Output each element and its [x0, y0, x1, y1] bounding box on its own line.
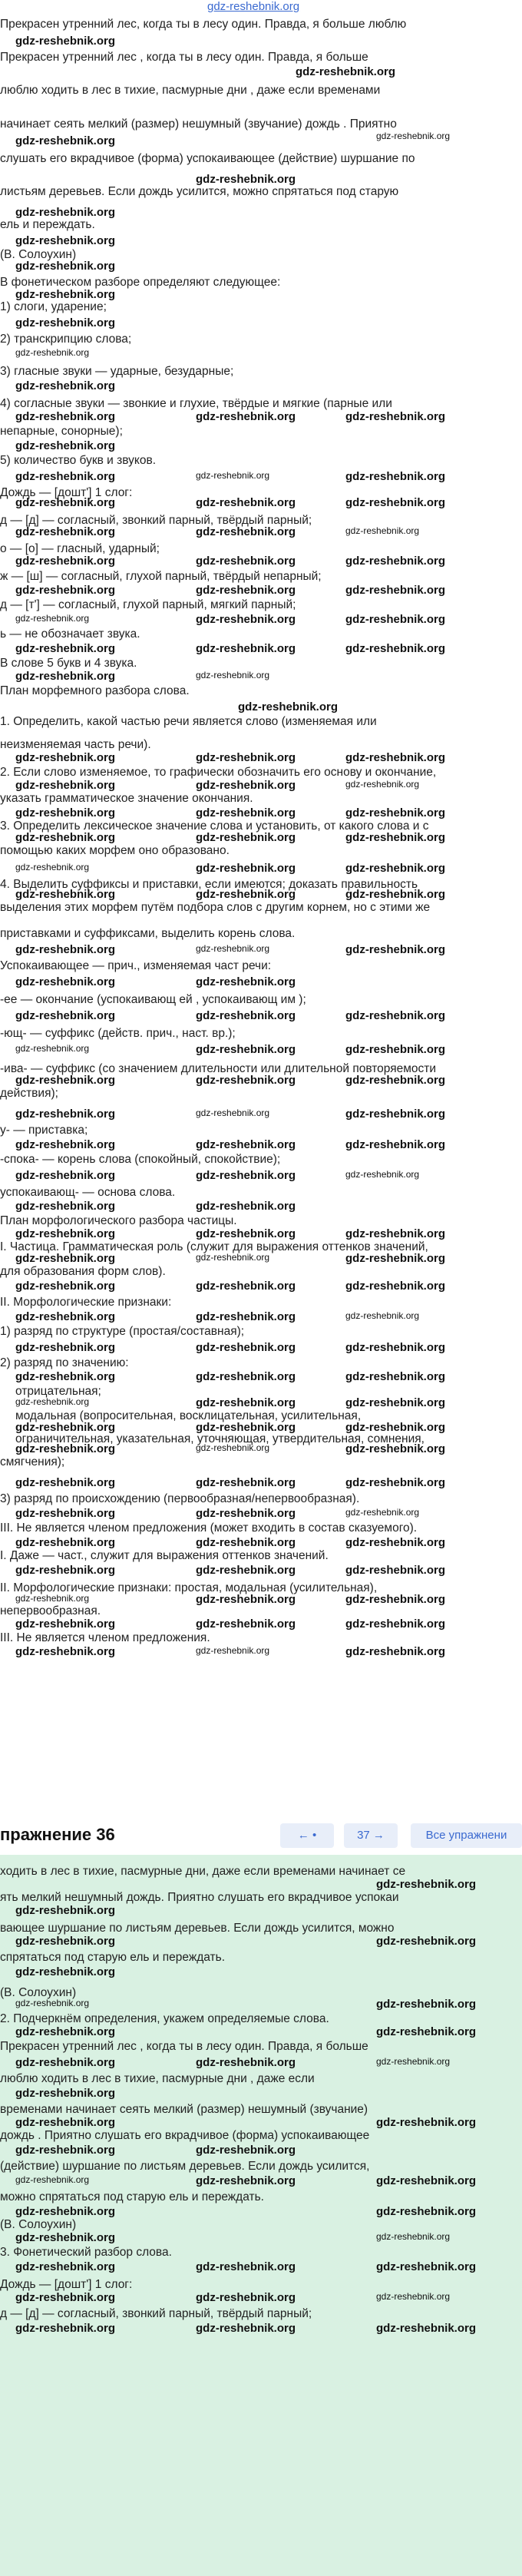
watermark: gdz-reshebnik.org [196, 862, 296, 875]
watermark: gdz-reshebnik.org [196, 779, 296, 792]
watermark: gdz-reshebnik.org [15, 1507, 116, 1520]
prev-button[interactable]: ← • [280, 1823, 334, 1848]
watermark: gdz-reshebnik.org [345, 1252, 446, 1265]
watermark: gdz-reshebnik.org [196, 1442, 270, 1453]
watermark: gdz-reshebnik.org [196, 1507, 296, 1520]
text-line: временами начинает сеять мелкий (размер) нешумный (звучание) [0, 2103, 368, 2116]
text-line: Дождь — [дошт'] 1 слог: [0, 486, 133, 499]
watermark: gdz-reshebnik.org [376, 131, 451, 141]
watermark: gdz-reshebnik.org [15, 2291, 116, 2304]
text-line: (В. Солоухин) [0, 2218, 77, 2231]
watermark: gdz-reshebnik.org [196, 1476, 296, 1489]
text-line: дождь . Приятно слушать его вкрадчивое (форма) успокаивающее [0, 2129, 370, 2142]
text-line: о — [о] — гласный, ударный; [0, 542, 160, 555]
watermark: gdz-reshebnik.org [15, 1645, 116, 1658]
watermark: gdz-reshebnik.org [15, 943, 116, 956]
watermark: gdz-reshebnik.org [345, 1280, 446, 1293]
watermark: gdz-reshebnik.org [345, 1421, 446, 1434]
watermark: gdz-reshebnik.org [15, 1074, 116, 1087]
watermark: gdz-reshebnik.org [15, 2116, 116, 2129]
text-line: 2) транскрипцию слова; [0, 333, 132, 346]
watermark: gdz-reshebnik.org [15, 1310, 116, 1323]
watermark: gdz-reshebnik.org [376, 2116, 477, 2129]
watermark: gdz-reshebnik.org [15, 439, 116, 452]
watermark: gdz-reshebnik.org [15, 347, 90, 358]
watermark: gdz-reshebnik.org [15, 751, 116, 764]
text-line: отрицательная; [15, 1385, 101, 1398]
watermark: gdz-reshebnik.org [196, 1564, 296, 1577]
site-logo[interactable]: gdz-reshebnik.org [207, 0, 300, 13]
watermark: gdz-reshebnik.org [196, 642, 296, 655]
watermark: gdz-reshebnik.org [15, 288, 116, 301]
watermark: gdz-reshebnik.org [196, 1227, 296, 1240]
text-line: II. Морфологические признаки: [0, 1296, 172, 1309]
text-line: спрятаться под старую ель и переждать. [0, 1951, 226, 1964]
exercise-navbar [0, 1817, 522, 1856]
watermark: gdz-reshebnik.org [345, 584, 446, 597]
watermark: gdz-reshebnik.org [15, 2025, 116, 2038]
watermark: gdz-reshebnik.org [15, 1227, 116, 1240]
next-button[interactable]: 37 → [344, 1823, 398, 1848]
watermark: gdz-reshebnik.org [376, 2260, 477, 2273]
text-line: д — [д] — согласный, звонкий парный, твёрдый парный; [0, 514, 312, 527]
text-line: Прекрасен утренний лес, когда ты в лесу один. Правда, я больше люблю [0, 18, 407, 31]
text-line: -ющ- — суффикс (действ. прич., наст. вр.); [0, 1027, 236, 1040]
watermark: gdz-reshebnik.org [238, 700, 339, 714]
watermark: gdz-reshebnik.org [15, 1421, 116, 1434]
text-line: помощью каких морфем оно образовано. [0, 844, 230, 857]
watermark: gdz-reshebnik.org [15, 2260, 116, 2273]
watermark: gdz-reshebnik.org [196, 831, 296, 844]
watermark: gdz-reshebnik.org [15, 555, 116, 568]
text-line: (В. Солоухин) [0, 1986, 77, 1999]
watermark: gdz-reshebnik.org [15, 1200, 116, 1213]
watermark: gdz-reshebnik.org [196, 943, 270, 954]
watermark: gdz-reshebnik.org [15, 1536, 116, 1549]
text-line: 5) количество букв и звуков. [0, 454, 156, 467]
text-line: III. Не является членом предложения. [0, 1631, 210, 1644]
text-line: План морфологического разбора частицы. [0, 1214, 237, 1227]
text-line: выделения этих морфем путём подбора слов с другим корнем, но с этими же [0, 901, 431, 914]
watermark: gdz-reshebnik.org [196, 2291, 296, 2304]
watermark: gdz-reshebnik.org [15, 1252, 116, 1265]
watermark: gdz-reshebnik.org [196, 1280, 296, 1293]
text-line: слушать его вкрадчивое (форма) успокаивающее (действие) шуршание по [0, 152, 415, 165]
watermark: gdz-reshebnik.org [345, 779, 420, 790]
watermark: gdz-reshebnik.org [15, 613, 90, 624]
watermark: gdz-reshebnik.org [15, 2205, 116, 2218]
watermark: gdz-reshebnik.org [345, 1227, 446, 1240]
watermark: gdz-reshebnik.org [15, 1370, 116, 1383]
watermark: gdz-reshebnik.org [196, 1009, 296, 1022]
watermark: gdz-reshebnik.org [345, 1074, 446, 1087]
watermark: gdz-reshebnik.org [196, 1074, 296, 1087]
watermark: gdz-reshebnik.org [345, 1009, 446, 1022]
watermark: gdz-reshebnik.org [196, 1617, 296, 1631]
watermark: gdz-reshebnik.org [15, 1043, 90, 1054]
text-line: Успокаивающее — прич., изменяемая част речи: [0, 959, 272, 972]
watermark: gdz-reshebnik.org [196, 1043, 296, 1056]
watermark: gdz-reshebnik.org [345, 888, 446, 901]
text-line: успокаивающ- — основа слова. [0, 1186, 176, 1199]
watermark: gdz-reshebnik.org [15, 206, 116, 219]
watermark: gdz-reshebnik.org [196, 555, 296, 568]
text-line: (действие) шуршание по листьям деревьев. Если дождь усилится, [0, 2160, 370, 2173]
text-line: 1) разряд по структуре (простая/составная); [0, 1325, 245, 1338]
watermark: gdz-reshebnik.org [376, 2025, 477, 2038]
watermark: gdz-reshebnik.org [345, 1138, 446, 1151]
text-line: д — [т'] — согласный, глухой парный, мягкий парный; [0, 598, 296, 611]
watermark: gdz-reshebnik.org [196, 975, 296, 988]
watermark: gdz-reshebnik.org [15, 1396, 90, 1407]
watermark: gdz-reshebnik.org [15, 2087, 116, 2100]
watermark: gdz-reshebnik.org [345, 1617, 446, 1631]
watermark: gdz-reshebnik.org [196, 2322, 296, 2335]
text-line: I. Частица. Грамматическая роль (служит для выражения оттенков значений, [0, 1240, 428, 1253]
watermark: gdz-reshebnik.org [196, 1108, 270, 1118]
text-line: 1) слоги, ударение; [0, 300, 107, 313]
watermark: gdz-reshebnik.org [345, 496, 446, 509]
watermark: gdz-reshebnik.org [196, 1370, 296, 1383]
watermark: gdz-reshebnik.org [15, 670, 116, 683]
text-line: вающее шуршание по листьям деревьев. Если дождь усилится, можно [0, 1922, 395, 1935]
watermark: gdz-reshebnik.org [196, 1252, 270, 1263]
watermark: gdz-reshebnik.org [345, 1507, 420, 1518]
text-line: ять мелкий нешумный дождь. Приятно слушать его вкрадчивое успокаи [0, 1891, 399, 1904]
text-line: В слове 5 букв и 4 звука. [0, 657, 137, 670]
watermark: gdz-reshebnik.org [196, 2260, 296, 2273]
watermark: gdz-reshebnik.org [15, 379, 116, 392]
text-line: ходить в лес в тихие, пасмурные дни, даже если временами начинает се [0, 1865, 406, 1878]
watermark: gdz-reshebnik.org [376, 2231, 451, 2242]
watermark: gdz-reshebnik.org [196, 1421, 296, 1434]
watermark: gdz-reshebnik.org [15, 1998, 90, 2008]
text-line: 3. Фонетический разбор слова. [0, 2246, 172, 2259]
text-line: 4) согласные звуки — звонкие и глухие, твёрдые и мягкие (парные или [0, 397, 392, 410]
text-line: смягчения); [0, 1455, 65, 1468]
watermark: gdz-reshebnik.org [15, 2056, 116, 2069]
text-line: для образования форм слов). [0, 1265, 166, 1278]
watermark: gdz-reshebnik.org [345, 1564, 446, 1577]
watermark: gdz-reshebnik.org [296, 65, 396, 78]
text-line: III. Не является членом предложения (может входить в состав сказуемого). [0, 1521, 418, 1535]
watermark: gdz-reshebnik.org [376, 1878, 477, 1891]
watermark: gdz-reshebnik.org [15, 35, 116, 48]
watermark: gdz-reshebnik.org [15, 1442, 116, 1455]
watermark: gdz-reshebnik.org [196, 1396, 296, 1409]
text-line: люблю ходить в лес в тихие, пасмурные дни , даже если временами [0, 84, 381, 97]
lower-section [0, 1855, 522, 2576]
watermark: gdz-reshebnik.org [345, 1108, 446, 1121]
watermark: gdz-reshebnik.org [196, 1341, 296, 1354]
all-exercises-button[interactable]: Все упражнени [411, 1823, 522, 1848]
watermark: gdz-reshebnik.org [345, 1043, 446, 1056]
watermark: gdz-reshebnik.org [345, 1341, 446, 1354]
watermark: gdz-reshebnik.org [376, 2291, 451, 2302]
watermark: gdz-reshebnik.org [15, 1935, 116, 1948]
watermark: gdz-reshebnik.org [15, 1108, 116, 1121]
watermark: gdz-reshebnik.org [345, 1442, 446, 1455]
text-line: модальная (вопросительная, восклицательная, усилительная, [15, 1409, 362, 1422]
watermark: gdz-reshebnik.org [15, 888, 116, 901]
watermark: gdz-reshebnik.org [345, 806, 446, 819]
watermark: gdz-reshebnik.org [15, 134, 116, 147]
text-line: 3. Определить лексическое значение слова и установить, от какого слова и с [0, 819, 429, 833]
watermark: gdz-reshebnik.org [15, 1617, 116, 1631]
watermark: gdz-reshebnik.org [15, 1593, 90, 1604]
text-line: неизменяемая часть речи). [0, 738, 151, 751]
watermark: gdz-reshebnik.org [196, 751, 296, 764]
watermark: gdz-reshebnik.org [15, 975, 116, 988]
watermark: gdz-reshebnik.org [345, 943, 446, 956]
text-line: ь — не обозначает звука. [0, 627, 140, 641]
watermark: gdz-reshebnik.org [196, 1593, 296, 1606]
watermark: gdz-reshebnik.org [196, 173, 296, 186]
watermark: gdz-reshebnik.org [15, 234, 116, 247]
exercise-title: пражнение 36 [0, 1825, 115, 1844]
text-line: 2) разряд по значению: [0, 1356, 129, 1369]
watermark: gdz-reshebnik.org [15, 1564, 116, 1577]
watermark: gdz-reshebnik.org [196, 1536, 296, 1549]
watermark: gdz-reshebnik.org [196, 470, 270, 481]
watermark: gdz-reshebnik.org [196, 584, 296, 597]
watermark: gdz-reshebnik.org [15, 1169, 116, 1182]
watermark: gdz-reshebnik.org [196, 613, 296, 626]
text-line: II. Морфологические признаки: простая, модальная (усилительная), [0, 1581, 378, 1594]
watermark: gdz-reshebnik.org [196, 1310, 296, 1323]
watermark: gdz-reshebnik.org [15, 2231, 116, 2244]
watermark: gdz-reshebnik.org [15, 316, 116, 329]
text-line: листьям деревьев. Если дождь усилится, можно спрятаться под старую [0, 185, 399, 198]
watermark: gdz-reshebnik.org [345, 1593, 446, 1606]
watermark: gdz-reshebnik.org [15, 779, 116, 792]
watermark: gdz-reshebnik.org [345, 1476, 446, 1489]
watermark: gdz-reshebnik.org [15, 2174, 90, 2185]
text-line: начинает сеять мелкий (размер) нешумный (звучание) дождь . Приятно [0, 118, 397, 131]
watermark: gdz-reshebnik.org [15, 2144, 116, 2157]
text-line: -ее — окончание (успокаивающ ей , успокаивающ им ); [0, 993, 306, 1006]
watermark: gdz-reshebnik.org [345, 525, 420, 536]
watermark: gdz-reshebnik.org [376, 1935, 477, 1948]
watermark: gdz-reshebnik.org [15, 584, 116, 597]
watermark: gdz-reshebnik.org [196, 1169, 296, 1182]
watermark: gdz-reshebnik.org [345, 1310, 420, 1321]
watermark: gdz-reshebnik.org [15, 496, 116, 509]
text-line: (В. Солоухин) [0, 248, 77, 261]
watermark: gdz-reshebnik.org [196, 1645, 270, 1656]
text-line: I. Даже — част., служит для выражения оттенков значений. [0, 1549, 329, 1562]
watermark: gdz-reshebnik.org [15, 525, 116, 538]
text-line: 1. Определить, какой частью речи является слово (изменяемая или [0, 715, 377, 728]
watermark: gdz-reshebnik.org [15, 1341, 116, 1354]
text-line: 3) разряд по происхождению (первообразная/непервообразная). [0, 1492, 360, 1505]
watermark: gdz-reshebnik.org [345, 831, 446, 844]
text-line: Дождь — [дошт'] 1 слог: [0, 2278, 133, 2291]
watermark: gdz-reshebnik.org [15, 642, 116, 655]
watermark: gdz-reshebnik.org [345, 1169, 420, 1180]
text-line: 2. Если слово изменяемое, то графически обозначить его основу и окончание, [0, 766, 437, 779]
watermark: gdz-reshebnik.org [345, 1536, 446, 1549]
text-line: Прекрасен утренний лес , когда ты в лесу один. Правда, я больше [0, 51, 368, 64]
watermark: gdz-reshebnik.org [196, 888, 296, 901]
watermark: gdz-reshebnik.org [196, 670, 270, 680]
watermark: gdz-reshebnik.org [15, 1280, 116, 1293]
watermark: gdz-reshebnik.org [345, 751, 446, 764]
watermark: gdz-reshebnik.org [15, 260, 116, 273]
watermark: gdz-reshebnik.org [196, 525, 296, 538]
watermark: gdz-reshebnik.org [196, 2174, 296, 2187]
text-line: действия); [0, 1087, 58, 1100]
watermark: gdz-reshebnik.org [345, 862, 446, 875]
watermark: gdz-reshebnik.org [345, 410, 446, 423]
watermark: gdz-reshebnik.org [15, 470, 116, 483]
watermark: gdz-reshebnik.org [15, 410, 116, 423]
watermark: gdz-reshebnik.org [345, 613, 446, 626]
watermark: gdz-reshebnik.org [196, 2056, 296, 2069]
text-line: непервообразная. [0, 1604, 101, 1617]
text-line: План морфемного разбора слова. [0, 684, 190, 697]
text-line: ель и переждать. [0, 218, 95, 231]
text-line: указать грамматическое значение окончания. [0, 792, 253, 805]
watermark: gdz-reshebnik.org [196, 410, 296, 423]
watermark: gdz-reshebnik.org [376, 1998, 477, 2011]
text-line: -спока- — корень слова (спокойный, спокойствие); [0, 1153, 281, 1166]
text-line: непарные, сонорные); [0, 425, 123, 438]
text-line: люблю ходить в лес в тихие, пасмурные дни , даже если [0, 2072, 315, 2085]
watermark: gdz-reshebnik.org [345, 1645, 446, 1658]
watermark: gdz-reshebnik.org [345, 1396, 446, 1409]
watermark: gdz-reshebnik.org [15, 806, 116, 819]
watermark: gdz-reshebnik.org [15, 1009, 116, 1022]
watermark: gdz-reshebnik.org [15, 1904, 116, 1917]
watermark: gdz-reshebnik.org [376, 2056, 451, 2067]
watermark: gdz-reshebnik.org [345, 1370, 446, 1383]
watermark: gdz-reshebnik.org [196, 1200, 296, 1213]
watermark: gdz-reshebnik.org [345, 642, 446, 655]
text-line: -ива- — суффикс (со значением длительности или длительной повторяемости [0, 1062, 437, 1075]
watermark: gdz-reshebnik.org [15, 2322, 116, 2335]
watermark: gdz-reshebnik.org [196, 496, 296, 509]
text-line: 3) гласные звуки — ударные, безударные; [0, 365, 234, 378]
text-line: у- — приставка; [0, 1124, 88, 1137]
watermark: gdz-reshebnik.org [376, 2174, 477, 2187]
watermark: gdz-reshebnik.org [15, 1476, 116, 1489]
watermark: gdz-reshebnik.org [376, 2205, 477, 2218]
watermark: gdz-reshebnik.org [15, 1138, 116, 1151]
text-line: приставками и суффиксами, выделить корень слова. [0, 927, 296, 940]
text-line: 2. Подчеркнём определения, укажем определяемые слова. [0, 2012, 329, 2025]
watermark: gdz-reshebnik.org [376, 2322, 477, 2335]
text-line: В фонетическом разборе определяют следующее: [0, 276, 281, 289]
text-line: можно спрятаться под старую ель и переждать. [0, 2190, 264, 2204]
text-line: ж — [ш] — согласный, глухой парный, твёрдый непарный; [0, 570, 322, 583]
watermark: gdz-reshebnik.org [345, 470, 446, 483]
watermark: gdz-reshebnik.org [15, 1965, 116, 1978]
watermark: gdz-reshebnik.org [15, 862, 90, 872]
watermark: gdz-reshebnik.org [196, 806, 296, 819]
text-line: д — [д] — согласный, звонкий парный, твёрдый парный; [0, 2307, 312, 2320]
text-line: ограничительная, указательная, уточняющая, утвердительная, сомнения, [15, 1432, 425, 1445]
watermark: gdz-reshebnik.org [15, 831, 116, 844]
text-line: Прекрасен утренний лес , когда ты в лесу один. Правда, я больше [0, 2040, 368, 2053]
text-line: 4. Выделить суффиксы и приставки, если имеются; доказать правильность [0, 878, 418, 891]
watermark: gdz-reshebnik.org [196, 1138, 296, 1151]
watermark: gdz-reshebnik.org [196, 2144, 296, 2157]
watermark: gdz-reshebnik.org [345, 555, 446, 568]
